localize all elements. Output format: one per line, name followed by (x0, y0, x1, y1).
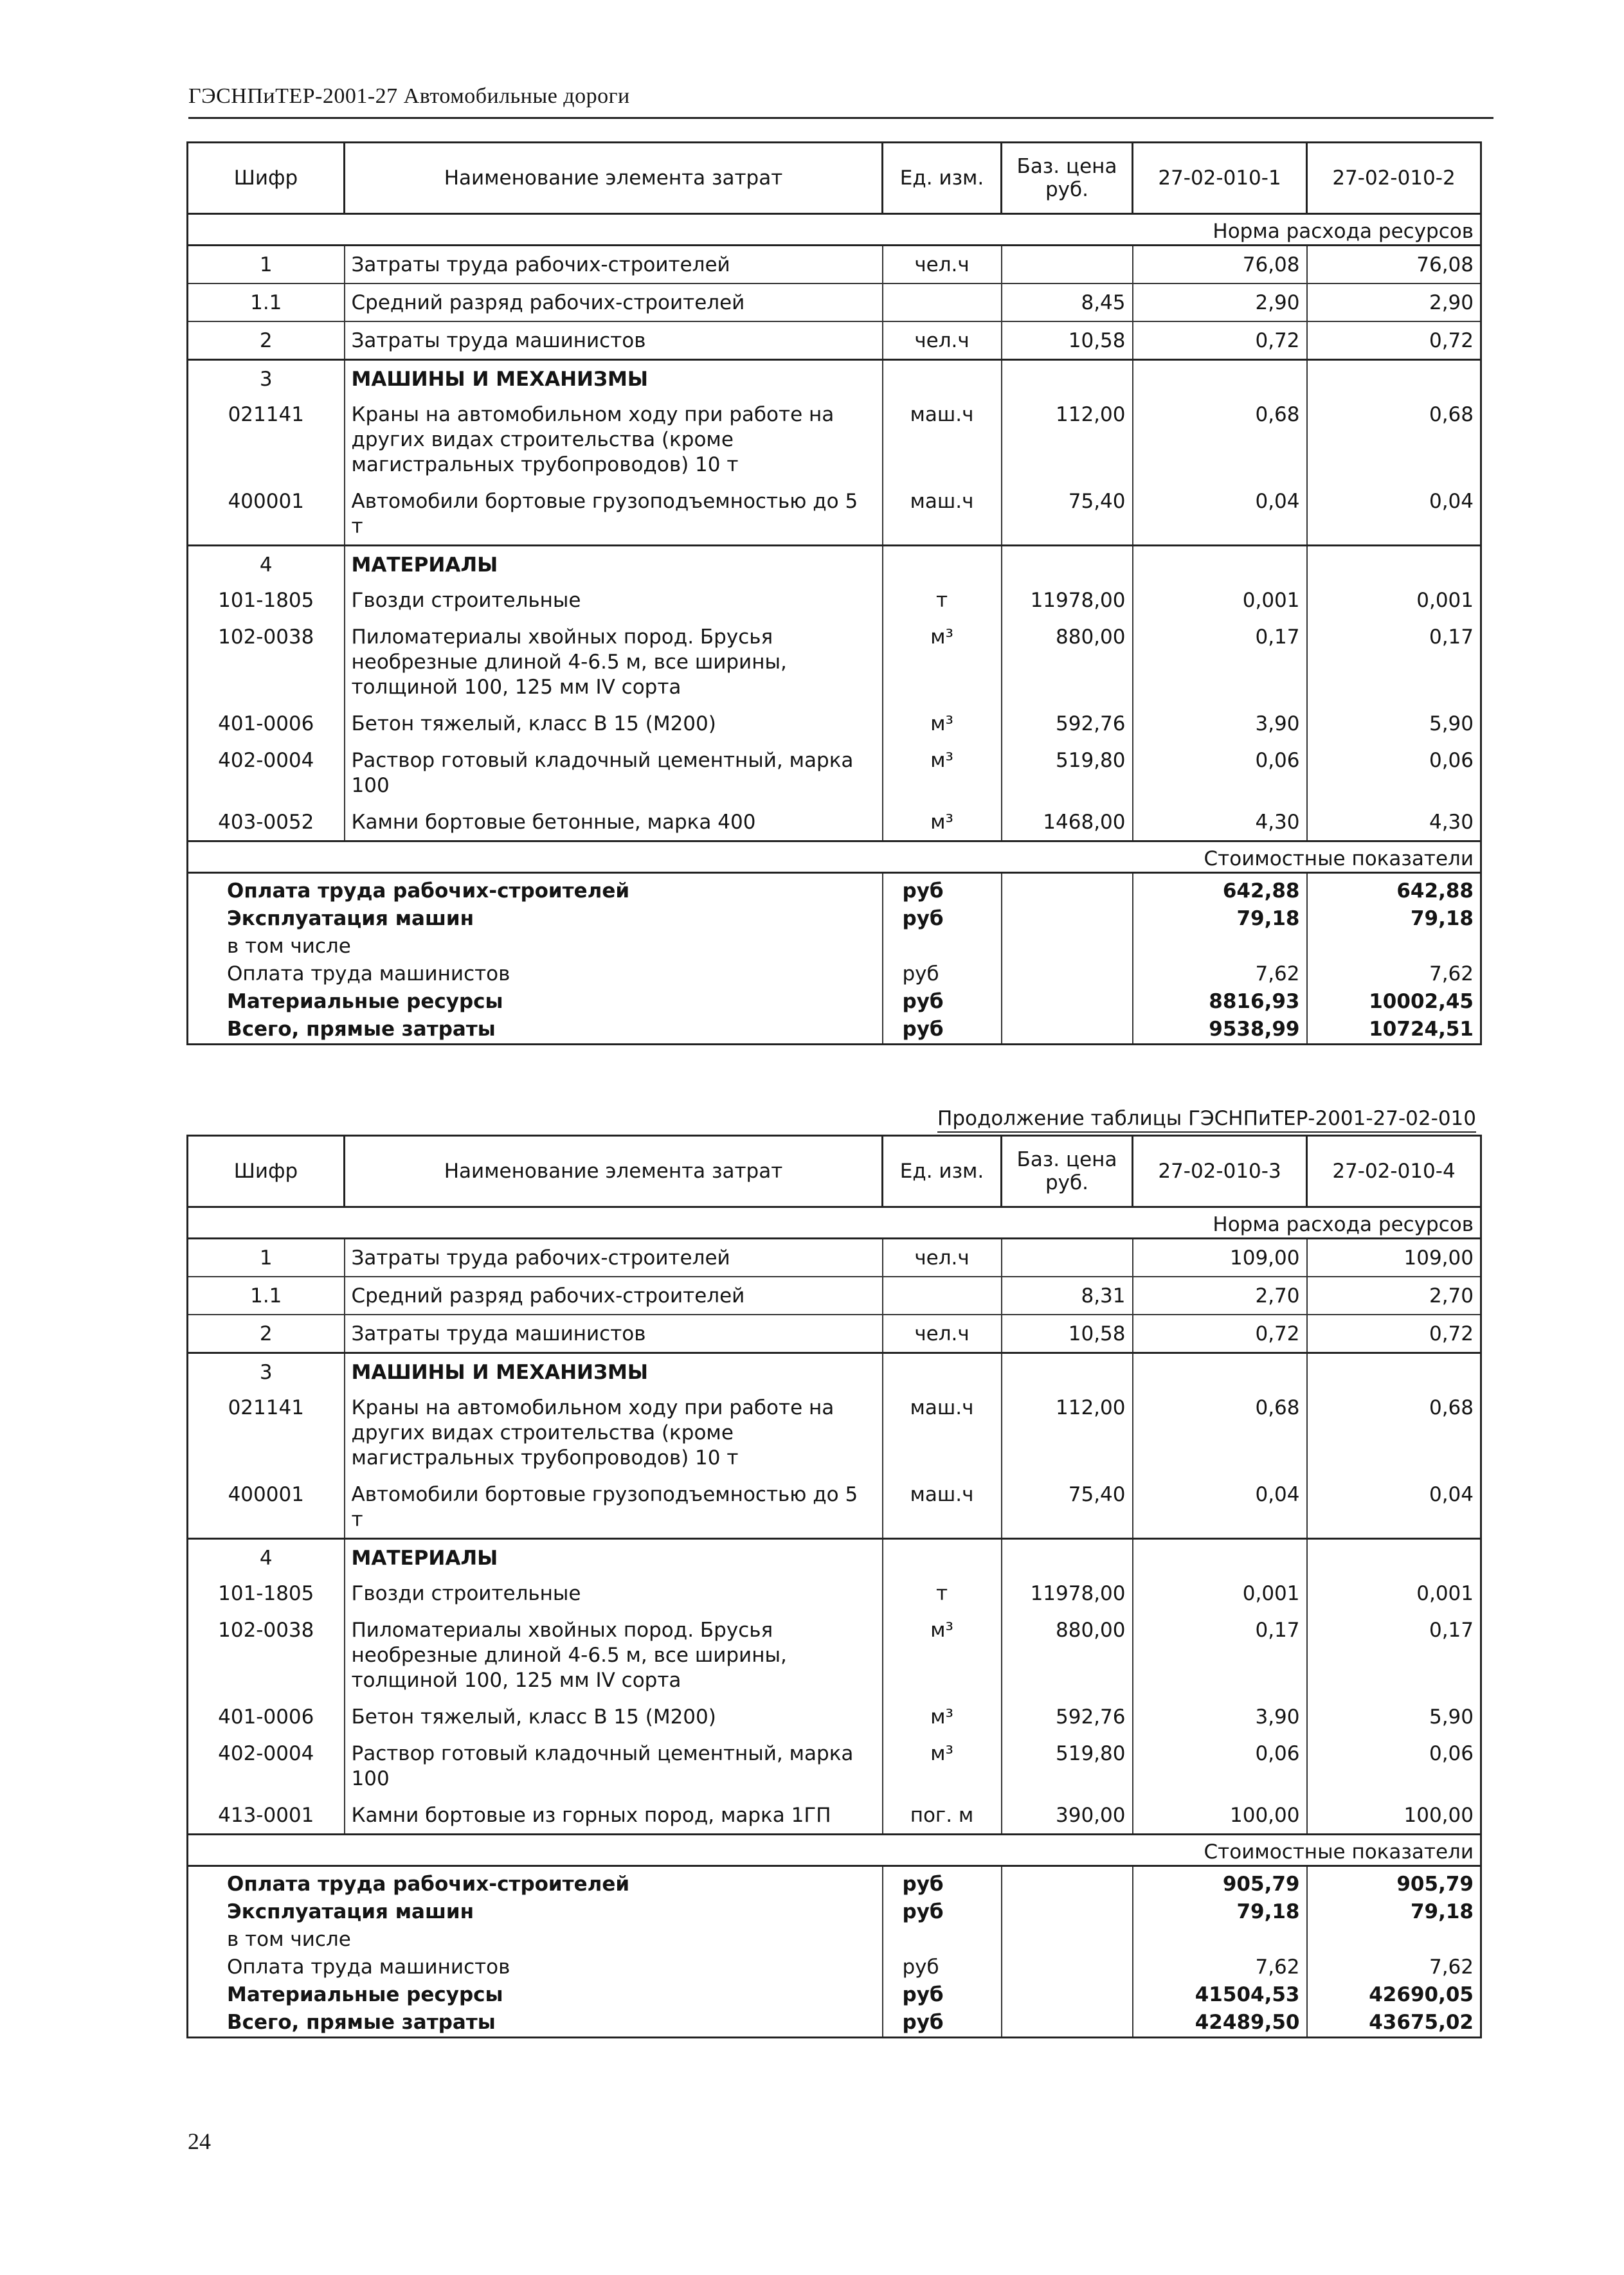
norms-band-row (188, 214, 1481, 246)
row-norm-2: 0,17 (1307, 618, 1481, 705)
summary-value-2: 905,79 (1307, 1866, 1481, 1899)
row-norm-2 (1307, 1353, 1481, 1390)
row-base-price: 592,76 (1002, 1698, 1133, 1735)
row-name: Пиломатериалы хвойных пород. Брусья необрезные длиной 4-6.5 м, все ширины, толщиной 100, 125 мм IV сорта (345, 1612, 883, 1698)
summary-label: в том числе (188, 933, 883, 960)
table-row (188, 1239, 1481, 1277)
row-norm-1: 3,90 (1133, 705, 1307, 742)
costs-band-row (188, 841, 1481, 873)
summary-row (188, 960, 1481, 988)
row-code: 403-0052 (188, 804, 345, 841)
summary-value-1: 9538,99 (1133, 1016, 1307, 1045)
summary-unit (883, 933, 1002, 960)
row-name: Бетон тяжелый, класс В 15 (М200) (345, 705, 883, 742)
row-norm-1: 76,08 (1133, 246, 1307, 284)
row-base-price: 112,00 (1002, 1389, 1133, 1476)
summary-label: Оплата труда рабочих-строителей (188, 873, 883, 906)
summary-label: Эксплуатация машин (188, 905, 883, 933)
table-row (188, 582, 1481, 618)
row-norm-2: 0,17 (1307, 1612, 1481, 1698)
table-row (188, 705, 1481, 742)
column-header-norm-1: 27-02-010-1 (1133, 143, 1307, 214)
summary-row (188, 933, 1481, 960)
summary-unit: руб (883, 1016, 1002, 1045)
row-base-price: 8,31 (1002, 1277, 1133, 1315)
summary-price-empty (1002, 1954, 1133, 1981)
summary-row (188, 2009, 1481, 2038)
section-title: МАТЕРИАЛЫ (345, 546, 883, 582)
norms-band-label: Норма расхода ресурсов (188, 1207, 1481, 1239)
row-norm-1: 2,90 (1133, 283, 1307, 321)
row-code: 021141 (188, 396, 345, 483)
row-name: Гвозди строительные (345, 582, 883, 618)
row-base-price (1002, 1239, 1133, 1277)
row-base-price (1002, 1353, 1133, 1390)
summary-label: Материальные ресурсы (188, 1981, 883, 2009)
row-norm-2: 0,04 (1307, 1476, 1481, 1539)
summary-value-2 (1307, 933, 1481, 960)
summary-value-2: 7,62 (1307, 960, 1481, 988)
row-norm-1: 0,04 (1133, 1476, 1307, 1539)
summary-label: Оплата труда машинистов (188, 1954, 883, 1981)
row-norm-1: 2,70 (1133, 1277, 1307, 1315)
row-norm-1 (1133, 360, 1307, 397)
row-code: 1 (188, 246, 345, 284)
summary-label: Эксплуатация машин (188, 1898, 883, 1926)
summary-row (188, 1898, 1481, 1926)
summary-row (188, 1866, 1481, 1899)
row-name: Пиломатериалы хвойных пород. Брусья необрезные длиной 4-6.5 м, все ширины, толщиной 100, 125 мм IV сорта (345, 618, 883, 705)
row-base-price: 519,80 (1002, 742, 1133, 804)
row-name: Затраты труда рабочих-строителей (345, 246, 883, 284)
row-norm-2: 109,00 (1307, 1239, 1481, 1277)
row-base-price: 112,00 (1002, 396, 1133, 483)
table-row (188, 1277, 1481, 1315)
summary-value-2: 10724,51 (1307, 1016, 1481, 1045)
row-norm-2: 100,00 (1307, 1797, 1481, 1835)
row-unit (883, 1277, 1002, 1315)
summary-unit: руб (883, 2009, 1002, 2038)
row-code: 101-1805 (188, 1575, 345, 1612)
summary-price-empty (1002, 988, 1133, 1016)
row-unit: м³ (883, 1612, 1002, 1698)
row-norm-2: 0,06 (1307, 1735, 1481, 1797)
row-name: Затраты труда машинистов (345, 321, 883, 360)
summary-price-empty (1002, 960, 1133, 988)
row-norm-1: 0,17 (1133, 618, 1307, 705)
table-row (188, 804, 1481, 841)
page-number: 24 (188, 2128, 211, 2154)
row-norm-2: 2,70 (1307, 1277, 1481, 1315)
row-name: Средний разряд рабочих-строителей (345, 1277, 883, 1315)
row-unit (883, 360, 1002, 397)
table-row (188, 246, 1481, 284)
row-norm-1: 0,68 (1133, 396, 1307, 483)
row-norm-1: 0,001 (1133, 582, 1307, 618)
table-continuation-note: Продолжение таблицы ГЭСНПиТЕР-2001-27-02-010 (937, 1106, 1476, 1133)
table-row (188, 618, 1481, 705)
row-norm-2: 0,68 (1307, 396, 1481, 483)
table-row (188, 1612, 1481, 1698)
row-code: 1 (188, 1239, 345, 1277)
row-norm-2: 5,90 (1307, 1698, 1481, 1735)
row-norm-1: 0,06 (1133, 742, 1307, 804)
row-code: 101-1805 (188, 582, 345, 618)
row-base-price (1002, 246, 1133, 284)
row-base-price: 390,00 (1002, 1797, 1133, 1835)
table-row (188, 1797, 1481, 1835)
table-header-row (188, 1136, 1481, 1207)
section-row (188, 1539, 1481, 1576)
row-unit (883, 546, 1002, 582)
summary-row (188, 905, 1481, 933)
summary-value-1: 8816,93 (1133, 988, 1307, 1016)
row-norm-1: 0,72 (1133, 321, 1307, 360)
summary-row (188, 873, 1481, 906)
column-header-name: Наименование элемента затрат (345, 143, 883, 214)
row-norm-2: 76,08 (1307, 246, 1481, 284)
summary-value-1: 79,18 (1133, 1898, 1307, 1926)
summary-value-2: 10002,45 (1307, 988, 1481, 1016)
row-code: 402-0004 (188, 742, 345, 804)
row-norm-2: 0,001 (1307, 582, 1481, 618)
summary-unit: руб (883, 1866, 1002, 1899)
row-name: Затраты труда машинистов (345, 1315, 883, 1353)
norms-band-label: Норма расхода ресурсов (188, 214, 1481, 246)
row-norm-1: 0,17 (1133, 1612, 1307, 1698)
summary-unit: руб (883, 905, 1002, 933)
row-norm-2: 0,04 (1307, 483, 1481, 546)
row-code: 3 (188, 360, 345, 397)
document-header (188, 78, 1493, 119)
table-row (188, 283, 1481, 321)
row-base-price: 75,40 (1002, 483, 1133, 546)
row-unit: м³ (883, 1735, 1002, 1797)
summary-value-2: 642,88 (1307, 873, 1481, 906)
row-unit: м³ (883, 705, 1002, 742)
row-norm-1: 0,04 (1133, 483, 1307, 546)
row-norm-1 (1133, 546, 1307, 582)
summary-unit: руб (883, 988, 1002, 1016)
row-name: Камни бортовые бетонные, марка 400 (345, 804, 883, 841)
column-header-name: Наименование элемента затрат (345, 1136, 883, 1207)
summary-label: Всего, прямые затраты (188, 2009, 883, 2038)
table-row (188, 1315, 1481, 1353)
row-unit: маш.ч (883, 1389, 1002, 1476)
norm-table-1 (186, 141, 1482, 1045)
row-unit: маш.ч (883, 396, 1002, 483)
row-base-price: 10,58 (1002, 321, 1133, 360)
row-norm-1: 0,001 (1133, 1575, 1307, 1612)
summary-price-empty (1002, 1016, 1133, 1045)
column-header-norm-1: 27-02-010-3 (1133, 1136, 1307, 1207)
summary-value-1: 7,62 (1133, 1954, 1307, 1981)
summary-label: Материальные ресурсы (188, 988, 883, 1016)
row-name: Раствор готовый кладочный цементный, марка 100 (345, 742, 883, 804)
summary-value-1: 642,88 (1133, 873, 1307, 906)
table-row (188, 1735, 1481, 1797)
summary-price-empty (1002, 1926, 1133, 1954)
row-code: 401-0006 (188, 1698, 345, 1735)
row-unit (883, 1539, 1002, 1576)
summary-row (188, 988, 1481, 1016)
row-norm-1: 0,06 (1133, 1735, 1307, 1797)
summary-value-2: 79,18 (1307, 1898, 1481, 1926)
section-title: МАШИНЫ И МЕХАНИЗМЫ (345, 360, 883, 397)
row-name: Затраты труда рабочих-строителей (345, 1239, 883, 1277)
row-base-price: 10,58 (1002, 1315, 1133, 1353)
row-code: 401-0006 (188, 705, 345, 742)
column-header-unit: Ед. изм. (883, 143, 1002, 214)
summary-price-empty (1002, 1981, 1133, 2009)
section-row (188, 360, 1481, 397)
column-header-norm-2: 27-02-010-2 (1307, 143, 1481, 214)
row-base-price: 1468,00 (1002, 804, 1133, 841)
summary-price-empty (1002, 1866, 1133, 1899)
summary-unit: руб (883, 1954, 1002, 1981)
row-norm-1: 4,30 (1133, 804, 1307, 841)
row-name: Раствор готовый кладочный цементный, марка 100 (345, 1735, 883, 1797)
row-base-price: 11978,00 (1002, 582, 1133, 618)
summary-value-1 (1133, 933, 1307, 960)
summary-unit: руб (883, 873, 1002, 906)
table-header-row (188, 143, 1481, 214)
summary-label: Оплата труда рабочих-строителей (188, 1866, 883, 1899)
row-unit: м³ (883, 618, 1002, 705)
row-name: Автомобили бортовые грузоподъемностью до 5 т (345, 483, 883, 546)
summary-value-1 (1133, 1926, 1307, 1954)
table-row (188, 483, 1481, 546)
row-norm-1 (1133, 1539, 1307, 1576)
summary-unit: руб (883, 1981, 1002, 2009)
row-norm-2: 0,72 (1307, 321, 1481, 360)
row-unit: м³ (883, 804, 1002, 841)
column-header-unit: Ед. изм. (883, 1136, 1002, 1207)
row-name: Гвозди строительные (345, 1575, 883, 1612)
summary-row (188, 1981, 1481, 2009)
row-norm-2: 0,68 (1307, 1389, 1481, 1476)
summary-price-empty (1002, 873, 1133, 906)
row-norm-1: 109,00 (1133, 1239, 1307, 1277)
summary-value-2: 42690,05 (1307, 1981, 1481, 2009)
row-unit (883, 1353, 1002, 1390)
row-unit (883, 283, 1002, 321)
row-norm-2 (1307, 1539, 1481, 1576)
summary-value-1: 905,79 (1133, 1866, 1307, 1899)
costs-band-label: Стоимостные показатели (188, 841, 1481, 873)
row-code: 1.1 (188, 283, 345, 321)
row-norm-2 (1307, 360, 1481, 397)
row-unit: чел.ч (883, 321, 1002, 360)
summary-value-2: 43675,02 (1307, 2009, 1481, 2038)
row-base-price: 880,00 (1002, 1612, 1133, 1698)
summary-unit (883, 1926, 1002, 1954)
summary-value-1: 41504,53 (1133, 1981, 1307, 2009)
summary-unit: руб (883, 960, 1002, 988)
row-base-price (1002, 360, 1133, 397)
row-code: 2 (188, 321, 345, 360)
row-unit: маш.ч (883, 1476, 1002, 1539)
summary-row (188, 1016, 1481, 1045)
row-base-price: 8,45 (1002, 283, 1133, 321)
summary-price-empty (1002, 933, 1133, 960)
row-base-price: 592,76 (1002, 705, 1133, 742)
row-base-price: 880,00 (1002, 618, 1133, 705)
row-unit: м³ (883, 742, 1002, 804)
summary-row (188, 1954, 1481, 1981)
row-norm-1 (1133, 1353, 1307, 1390)
column-header-price: Баз. цена руб. (1002, 1136, 1133, 1207)
column-header-norm-2: 27-02-010-4 (1307, 1136, 1481, 1207)
table-row (188, 1476, 1481, 1539)
row-unit: м³ (883, 1698, 1002, 1735)
table-row (188, 1575, 1481, 1612)
costs-band-label: Стоимостные показатели (188, 1835, 1481, 1866)
section-title: МАШИНЫ И МЕХАНИЗМЫ (345, 1353, 883, 1390)
row-norm-1: 0,68 (1133, 1389, 1307, 1476)
summary-label: Оплата труда машинистов (188, 960, 883, 988)
norm-table-2 (186, 1135, 1482, 2038)
row-norm-2 (1307, 546, 1481, 582)
row-norm-2: 0,001 (1307, 1575, 1481, 1612)
row-unit: чел.ч (883, 1315, 1002, 1353)
row-code: 2 (188, 1315, 345, 1353)
row-code: 400001 (188, 1476, 345, 1539)
section-title: МАТЕРИАЛЫ (345, 1539, 883, 1576)
row-name: Краны на автомобильном ходу при работе на других видах строительства (кроме магистральных трубопроводов) 10 т (345, 396, 883, 483)
summary-price-empty (1002, 905, 1133, 933)
row-unit: маш.ч (883, 483, 1002, 546)
row-base-price: 75,40 (1002, 1476, 1133, 1539)
row-norm-2: 2,90 (1307, 283, 1481, 321)
row-code: 4 (188, 546, 345, 582)
summary-row (188, 1926, 1481, 1954)
column-header-code: Шифр (188, 143, 345, 214)
row-norm-2: 5,90 (1307, 705, 1481, 742)
summary-value-2 (1307, 1926, 1481, 1954)
row-code: 4 (188, 1539, 345, 1576)
row-norm-1: 100,00 (1133, 1797, 1307, 1835)
document-title: ГЭСНПиТЕР-2001-27 Автомобильные дороги (188, 84, 630, 108)
summary-price-empty (1002, 1898, 1133, 1926)
row-unit: пог. м (883, 1797, 1002, 1835)
row-code: 413-0001 (188, 1797, 345, 1835)
row-name: Камни бортовые из горных пород, марка 1ГП (345, 1797, 883, 1835)
summary-price-empty (1002, 2009, 1133, 2038)
column-header-code: Шифр (188, 1136, 345, 1207)
row-norm-1: 3,90 (1133, 1698, 1307, 1735)
row-base-price: 11978,00 (1002, 1575, 1133, 1612)
row-unit: чел.ч (883, 246, 1002, 284)
row-unit: чел.ч (883, 1239, 1002, 1277)
row-norm-1: 0,72 (1133, 1315, 1307, 1353)
summary-value-2: 7,62 (1307, 1954, 1481, 1981)
section-row (188, 1353, 1481, 1390)
row-code: 021141 (188, 1389, 345, 1476)
row-unit: т (883, 582, 1002, 618)
column-header-price: Баз. цена руб. (1002, 143, 1133, 214)
summary-value-2: 79,18 (1307, 905, 1481, 933)
row-name: Бетон тяжелый, класс В 15 (М200) (345, 1698, 883, 1735)
row-code: 102-0038 (188, 1612, 345, 1698)
row-norm-2: 4,30 (1307, 804, 1481, 841)
row-norm-2: 0,06 (1307, 742, 1481, 804)
table-row (188, 742, 1481, 804)
row-base-price: 519,80 (1002, 1735, 1133, 1797)
row-code: 1.1 (188, 1277, 345, 1315)
row-name: Автомобили бортовые грузоподъемностью до 5 т (345, 1476, 883, 1539)
summary-value-1: 7,62 (1133, 960, 1307, 988)
row-unit: т (883, 1575, 1002, 1612)
row-code: 3 (188, 1353, 345, 1390)
table-row (188, 1389, 1481, 1476)
row-base-price (1002, 1539, 1133, 1576)
row-code: 402-0004 (188, 1735, 345, 1797)
row-norm-2: 0,72 (1307, 1315, 1481, 1353)
summary-label: в том числе (188, 1926, 883, 1954)
section-row (188, 546, 1481, 582)
table-row (188, 321, 1481, 360)
costs-band-row (188, 1835, 1481, 1866)
row-name: Краны на автомобильном ходу при работе на других видах строительства (кроме магистральных трубопроводов) 10 т (345, 1389, 883, 1476)
summary-value-1: 79,18 (1133, 905, 1307, 933)
summary-label: Всего, прямые затраты (188, 1016, 883, 1045)
row-code: 400001 (188, 483, 345, 546)
summary-value-1: 42489,50 (1133, 2009, 1307, 2038)
table-row (188, 1698, 1481, 1735)
row-base-price (1002, 546, 1133, 582)
row-name: Средний разряд рабочих-строителей (345, 283, 883, 321)
norms-band-row (188, 1207, 1481, 1239)
summary-unit: руб (883, 1898, 1002, 1926)
row-code: 102-0038 (188, 618, 345, 705)
table-row (188, 396, 1481, 483)
